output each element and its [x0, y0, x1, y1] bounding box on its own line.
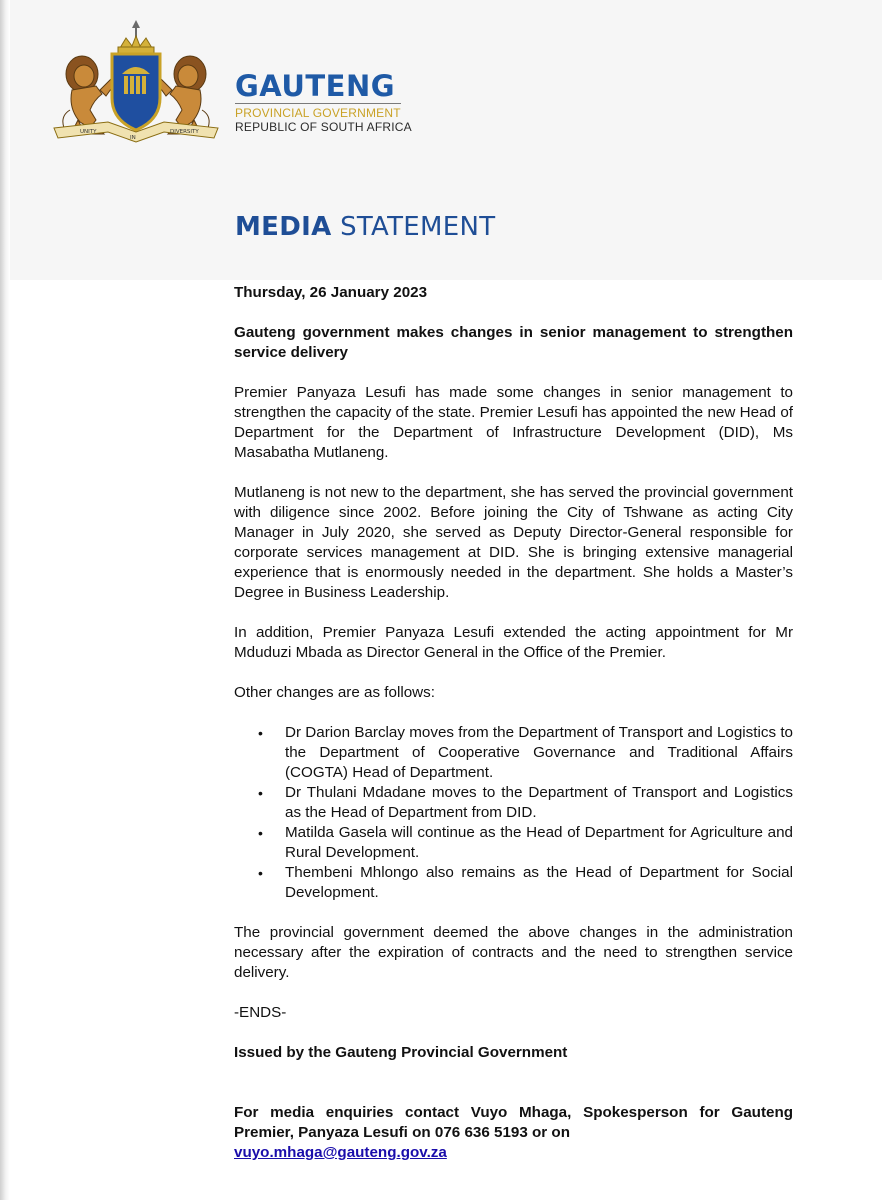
media-statement-title	[235, 212, 495, 242]
coat-of-arms-icon	[50, 20, 222, 148]
list-item	[234, 863, 793, 903]
list-item-text: Matilda Gasela will continue as the Head of Department for Agriculture and Rural Development.	[285, 824, 793, 861]
motto-diversity: DIVERSITY	[170, 129, 199, 135]
bullet-icon: •	[258, 865, 263, 881]
statement-date: Thursday, 26 January 2023	[234, 284, 428, 301]
brand-divider	[235, 103, 401, 104]
changes-list	[234, 723, 793, 903]
brand-subtitle-government: PROVINCIAL GOVERNMENT	[235, 106, 401, 120]
contact-email-link[interactable]: vuyo.mhaga@gauteng.gov.za	[234, 1144, 447, 1161]
closing-paragraph: The provincial government deemed the above changes in the administration necessary after the expiration of contracts and the need to strengthen service delivery.	[234, 924, 793, 981]
page-edge-shadow	[0, 0, 10, 1200]
bullet-icon: •	[258, 785, 263, 801]
bullet-icon: •	[258, 725, 263, 741]
media-contact	[234, 1103, 793, 1163]
statement-headline: Gauteng government makes changes in senior management to strengthen service delivery	[234, 324, 793, 361]
issued-by: Issued by the Gauteng Provincial Government	[234, 1044, 568, 1061]
brand-subtitle-country: REPUBLIC OF SOUTH AFRICA	[235, 120, 412, 134]
paragraph: Other changes are as follows:	[234, 684, 435, 701]
list-item-text: Thembeni Mhlongo also remains as the Head of Department for Social Development.	[285, 864, 793, 901]
list-item	[234, 723, 793, 783]
brand-name: GAUTENG	[235, 69, 396, 103]
brand-block	[235, 70, 412, 134]
paragraph: Mutlaneng is not new to the department, she has served the provincial government with diligence since 2002. Before joining the City of Tshwane as acting City Manager in July 2020, she served as Deputy Director-General responsible for corporate services management at DID. She is bringing extensive managerial experience that is enormously needed in the department. She holds a Master’s Degree in Business Leadership.	[234, 484, 793, 601]
list-item-text: Dr Thulani Mdadane moves to the Department of Transport and Logistics as the Head of Department from DID.	[285, 784, 793, 821]
paragraph: In addition, Premier Panyaza Lesufi extended the acting appointment for Mr Mduduzi Mbada as Director General in the Office of the Premier.	[234, 624, 793, 661]
contact-text: For media enquiries contact Vuyo Mhaga, Spokesperson for Gauteng Premier, Panyaza Lesufi on 076 636 5193 or on	[234, 1104, 793, 1141]
statement-body	[234, 283, 793, 1163]
motto-unity: UNITY	[80, 129, 97, 135]
title-rest: STATEMENT	[340, 212, 496, 242]
list-item	[234, 783, 793, 823]
ends-marker: -ENDS-	[234, 1004, 287, 1021]
title-bold: MEDIA	[235, 212, 332, 242]
paragraph: Premier Panyaza Lesufi has made some changes in senior management to strengthen the capacity of the state. Premier Lesufi has appointed the new Head of Department for the Department of Infrastructure Development (DID), Ms Masabatha Mutlaneng.	[234, 384, 793, 461]
motto-in: IN	[130, 135, 136, 141]
bullet-icon: •	[258, 825, 263, 841]
list-item	[234, 823, 793, 863]
list-item-text: Dr Darion Barclay moves from the Department of Transport and Logistics to the Department of Cooperative Governance and Traditional Affairs (COGTA) Head of Department.	[285, 724, 793, 781]
